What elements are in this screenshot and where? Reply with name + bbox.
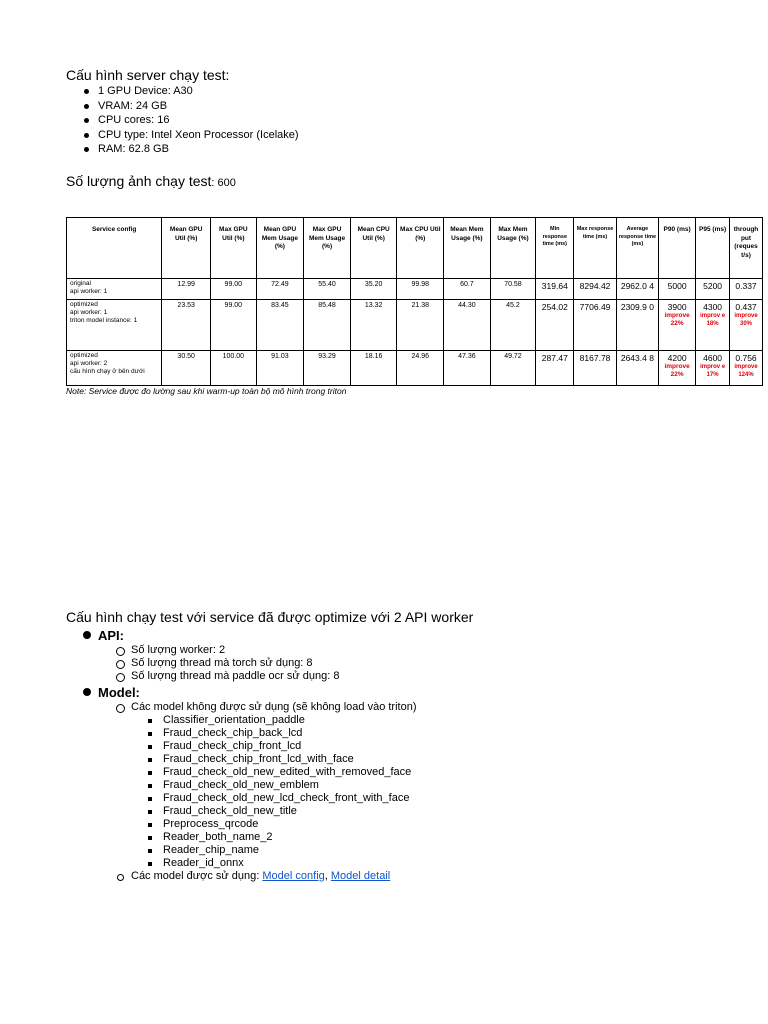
table-cell: 83.45 (256, 300, 304, 351)
improve-badge: improve 30% (734, 313, 758, 327)
service-config-cell (67, 279, 162, 300)
unused-model: Preprocess_qrcode (131, 818, 416, 831)
improve-badge: improve 22% (664, 312, 690, 327)
col-header: Max response time (ms) (574, 218, 616, 279)
config-line: cấu hình chạy ở bên dưới (70, 368, 145, 375)
improve-badge: improve 22% (664, 363, 690, 378)
table-cell: 12.99 (162, 279, 211, 300)
col-header: P90 (ms) (659, 218, 696, 279)
model-detail-link[interactable]: Model detail (330, 869, 391, 882)
table-cell: 18.16 (350, 351, 397, 386)
config-line: api worker: 1 (70, 288, 108, 295)
api-item: Số lượng thread mà paddle ocr sử dụng: 8 (98, 670, 416, 683)
improve-badge: improve 124% (734, 364, 758, 378)
table-cell (696, 351, 730, 386)
col-header: Mean CPU Util (%) (350, 218, 397, 279)
api-item: Số lượng worker: 2 (98, 644, 416, 657)
table-cell: 8167.78 (574, 351, 616, 386)
used-models-label: Các model được sử dụng: (131, 869, 263, 882)
unused-model: Fraud_check_chip_front_lcd_with_face (131, 753, 416, 766)
config-line: optimized (70, 352, 98, 359)
api-item: Số lượng thread mà torch sử dụng: 8 (98, 657, 416, 670)
unused-models-label: Các model không được sử dụng (sẽ không load vào triton) (131, 700, 417, 713)
spec-cpu-type: CPU type: Intel Xeon Processor (Icelake) (66, 128, 299, 143)
spec-cpu-cores: CPU cores: 16 (66, 113, 299, 128)
col-header: Mean GPU Mem Usage (%) (256, 218, 304, 279)
table-cell: 72.49 (256, 279, 304, 300)
optimize-config-list (66, 627, 416, 883)
used-models-item (98, 870, 416, 883)
table-cell: 55.40 (304, 279, 351, 300)
spec-vram: VRAM: 24 GB (66, 99, 299, 114)
unused-model: Fraud_check_old_new_emblem (131, 779, 416, 792)
col-header: Service config (67, 218, 162, 279)
model-group (66, 684, 416, 883)
unused-model: Classifier_orientation_paddle (131, 714, 416, 727)
table-cell (659, 300, 696, 351)
api-items (98, 644, 416, 684)
table-cell: 99.98 (397, 279, 444, 300)
col-header: Max CPU Util (%) (397, 218, 444, 279)
col-header: Max GPU Util (%) (211, 218, 257, 279)
image-count-label: Số lượng ảnh chạy test (66, 173, 212, 189)
unused-model: Fraud_check_old_new_title (131, 805, 416, 818)
service-config-cell (67, 300, 162, 351)
table-cell: 24.96 (397, 351, 444, 386)
config-line: original (70, 280, 91, 287)
table-note: Note: Service được đo lường sau khi warm-up toàn bộ mô hình trong triton (66, 386, 347, 396)
p95-value: 4300 (703, 302, 723, 312)
model-items (98, 701, 416, 883)
config-line: api worker: 2 (70, 360, 108, 367)
table-cell: 254.02 (536, 300, 574, 351)
spec-ram: RAM: 62.8 GB (66, 142, 299, 157)
table-cell: 44.30 (444, 300, 491, 351)
optimize-config-heading: Cấu hình chạy test với service đã được optimize với 2 API worker (66, 609, 474, 625)
table-cell: 2643.4 8 (616, 351, 658, 386)
col-header: Average response time (ms) (616, 218, 658, 279)
unused-models-list (131, 714, 416, 870)
model-label: Model: (98, 684, 140, 700)
table-cell (730, 300, 763, 351)
unused-model: Reader_chip_name (131, 844, 416, 857)
table-cell: 7706.49 (574, 300, 616, 351)
table-cell (696, 300, 730, 351)
improve-badge: improv e 18% (700, 313, 726, 327)
throughput-value: 0.437 (735, 302, 757, 312)
performance-table (66, 217, 763, 386)
p95-value: 4600 (703, 353, 723, 363)
config-line: triton model instance: 1 (70, 317, 138, 324)
table-cell: 23.53 (162, 300, 211, 351)
unused-model: Fraud_check_old_new_lcd_check_front_with_face (131, 792, 416, 805)
table-cell: 13.32 (350, 300, 397, 351)
service-config-cell (67, 351, 162, 386)
table-cell: 100.00 (211, 351, 257, 386)
p90-value: 3900 (667, 302, 687, 312)
server-config-heading: Cấu hình server chạy test: (66, 67, 230, 83)
table-cell: 99.00 (211, 300, 257, 351)
spec-gpu: 1 GPU Device: A30 (66, 84, 299, 99)
table-cell: 93.29 (304, 351, 351, 386)
table-cell: 99.00 (211, 279, 257, 300)
unused-models-item (98, 701, 416, 870)
unused-model: Reader_both_name_2 (131, 831, 416, 844)
table-cell: 2962.0 4 (616, 279, 658, 300)
col-header: P95 (ms) (696, 218, 730, 279)
unused-model: Fraud_check_chip_back_lcd (131, 727, 416, 740)
server-spec-list (66, 84, 299, 157)
table-cell: 85.48 (304, 300, 351, 351)
col-header: Mean Mem Usage (%) (444, 218, 491, 279)
col-header: Max Mem Usage (%) (490, 218, 536, 279)
col-header: through put (reques t/s) (730, 218, 763, 279)
table-cell: 49.72 (490, 351, 536, 386)
api-label: API: (98, 628, 124, 643)
unused-model: Fraud_check_chip_front_lcd (131, 740, 416, 753)
throughput-value: 0.756 (735, 353, 757, 363)
table-cell: 319.64 (536, 279, 574, 300)
table-cell (730, 351, 763, 386)
image-count-value: : 600 (211, 177, 236, 189)
unused-model: Reader_id_onnx (131, 857, 416, 870)
table-cell: 70.58 (490, 279, 536, 300)
table-cell: 60.7 (444, 279, 491, 300)
table-cell: 35.20 (350, 279, 397, 300)
col-header: Min response time (ms) (536, 218, 574, 279)
p90-value: 4200 (667, 353, 687, 363)
link-separator: , (324, 869, 331, 882)
table-cell: 30.50 (162, 351, 211, 386)
table-cell: 47.36 (444, 351, 491, 386)
table-cell: 91.03 (256, 351, 304, 386)
table-row (67, 351, 763, 386)
table-cell: 5200 (696, 279, 730, 300)
table-cell: 287.47 (536, 351, 574, 386)
table-cell (659, 351, 696, 386)
table-row (67, 300, 763, 351)
table-cell: 8294.42 (574, 279, 616, 300)
table-header-row (67, 218, 763, 279)
table-cell: 0.337 (730, 279, 763, 300)
table-cell: 5000 (659, 279, 696, 300)
api-group (66, 627, 416, 684)
config-line: optimized (70, 301, 98, 308)
table-cell: 2309.9 0 (616, 300, 658, 351)
table-row (67, 279, 763, 300)
config-line: api worker: 1 (70, 309, 108, 316)
col-header: Max GPU Mem Usage (%) (304, 218, 351, 279)
image-count-heading (66, 173, 236, 191)
unused-model: Fraud_check_old_new_edited_with_removed_face (131, 766, 416, 779)
model-config-link[interactable]: Model config (262, 869, 325, 882)
col-header: Mean GPU Util (%) (162, 218, 211, 279)
table-cell: 21.38 (397, 300, 444, 351)
table-cell: 45.2 (490, 300, 536, 351)
improve-badge: improv e 17% (700, 364, 726, 378)
